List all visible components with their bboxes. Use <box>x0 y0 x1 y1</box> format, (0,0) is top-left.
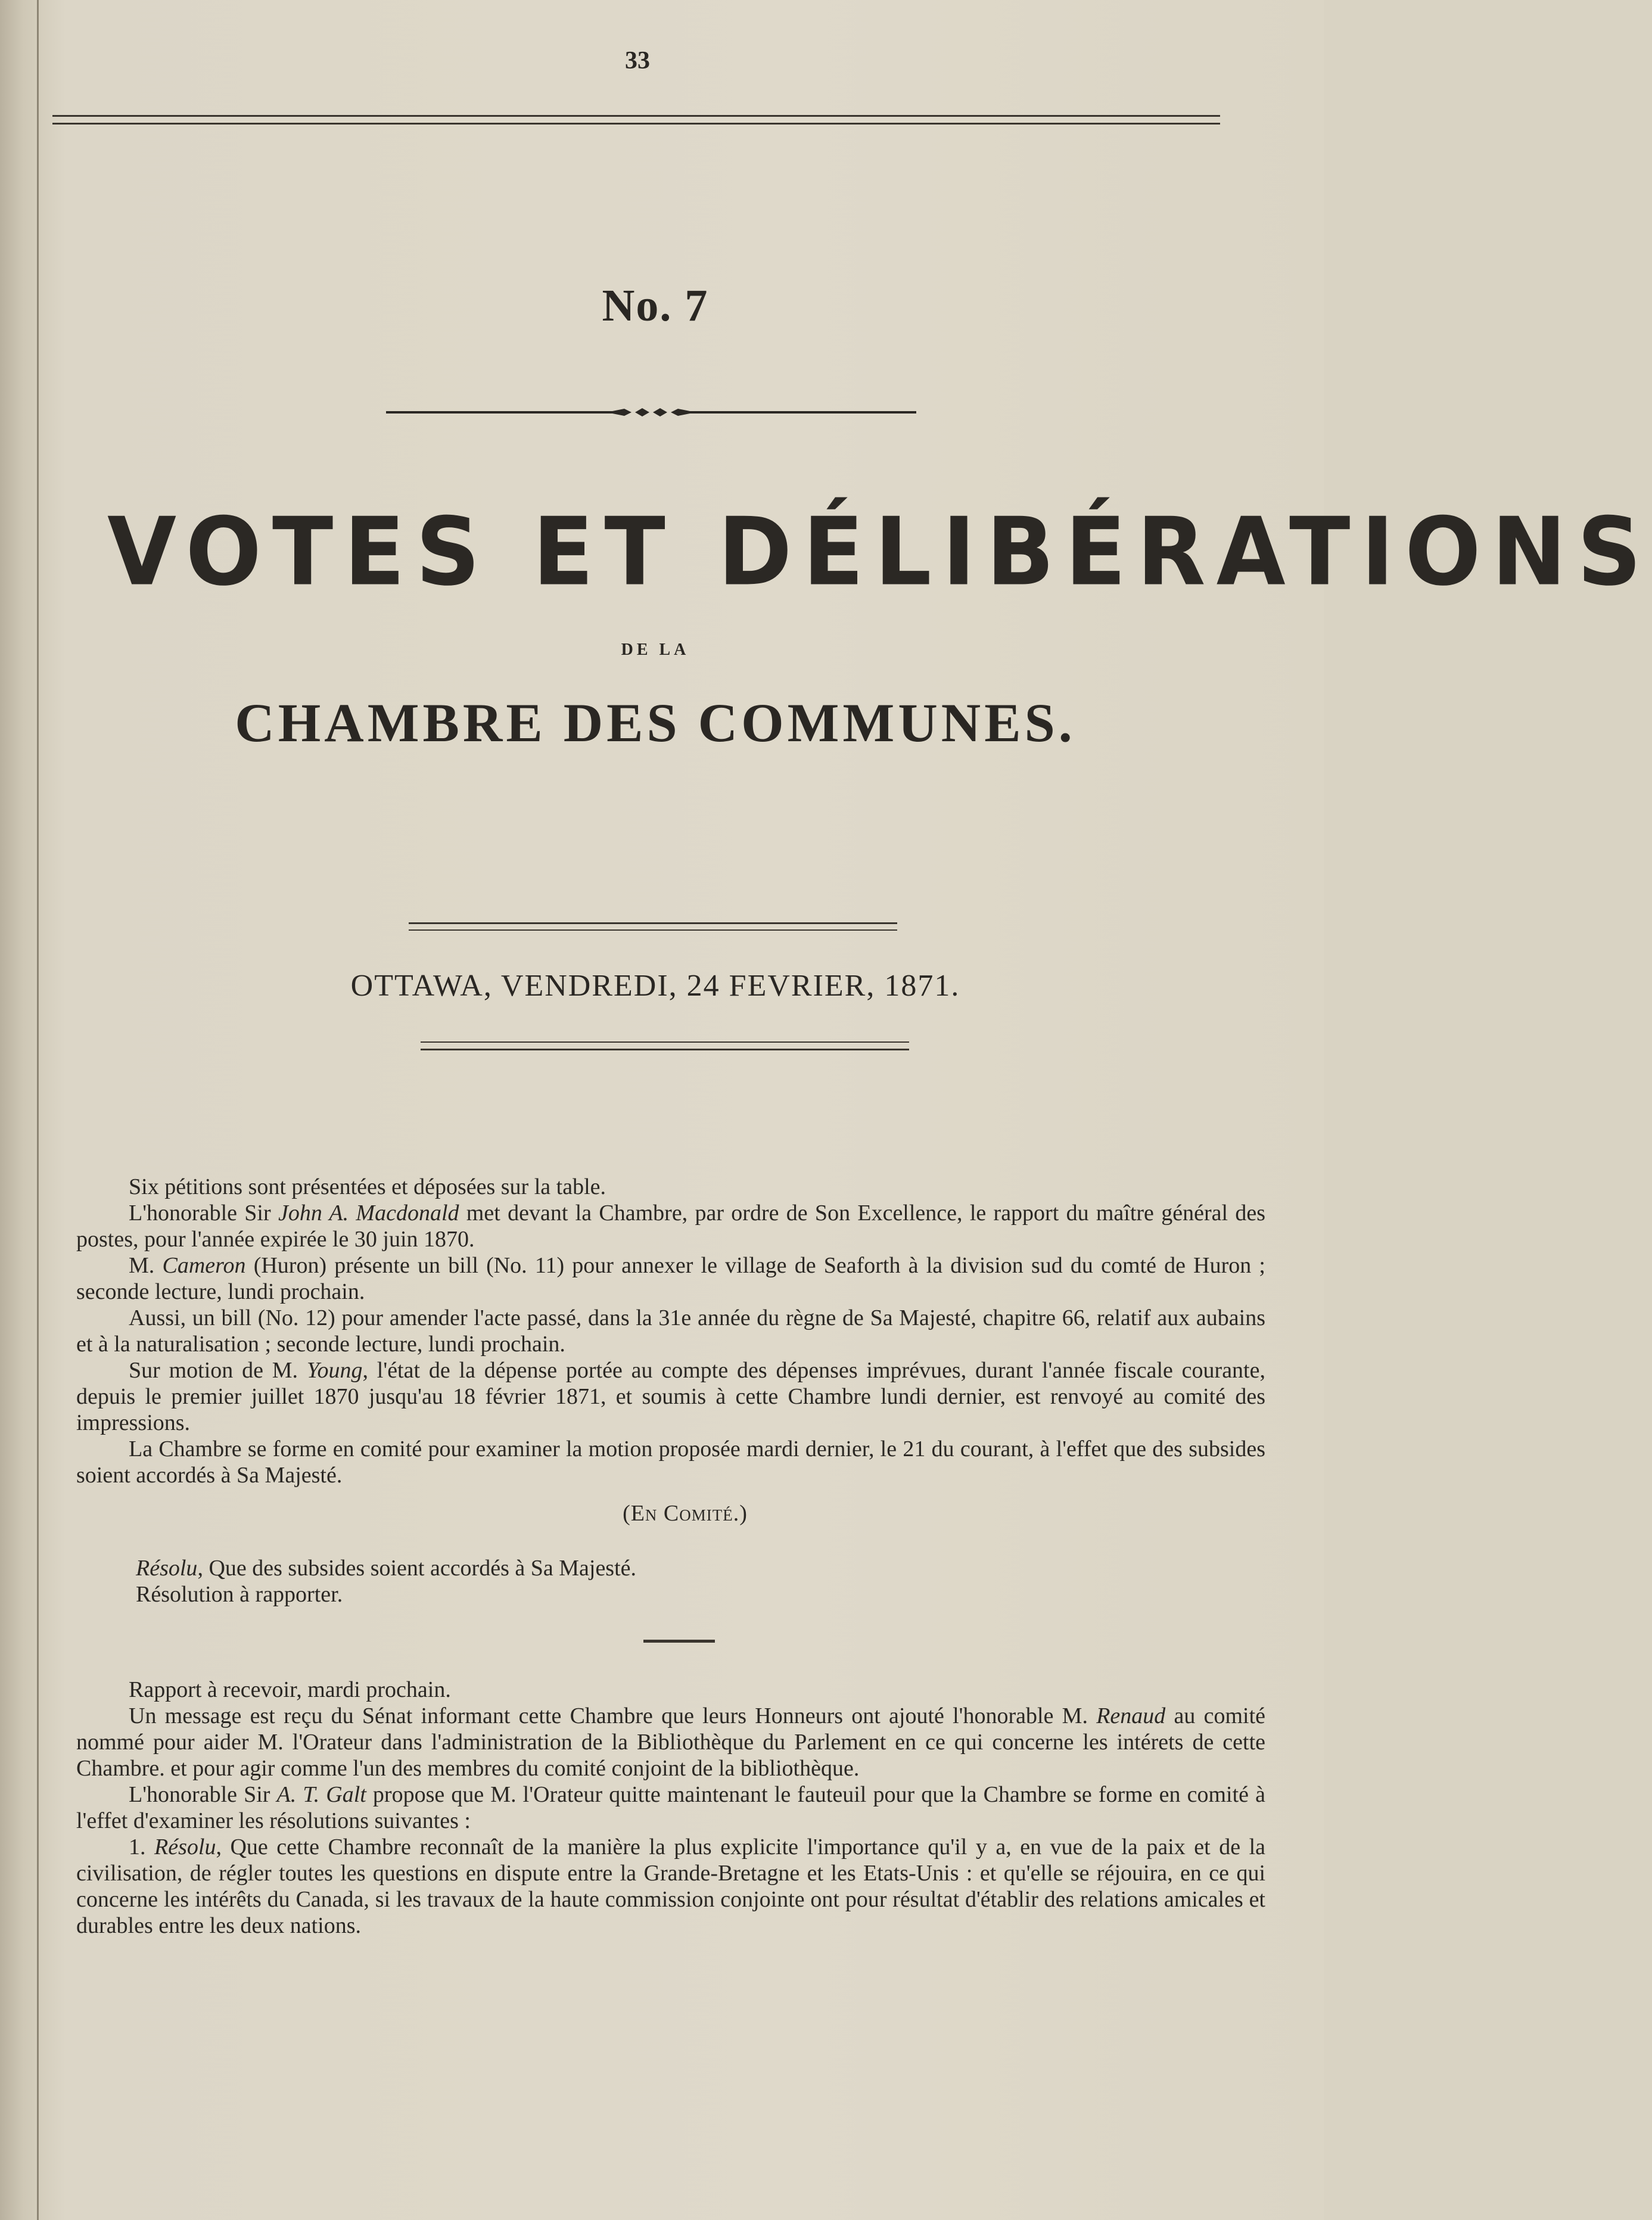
proceedings-text-continued <box>76 1677 1265 1939</box>
italic-name: Young <box>306 1358 363 1383</box>
paragraph <box>76 1555 1265 1581</box>
proceedings-text <box>76 1174 1265 1488</box>
italic-name: Résolu <box>136 1556 198 1581</box>
italic-name: Renaud <box>1096 1703 1166 1728</box>
document-number: No. 7 <box>602 281 709 331</box>
text-run: Un message est reçu du Sénat informant cette Chambre que leurs Honneurs ont ajouté l'honorable M. <box>129 1703 1097 1728</box>
date-rule-bottom-2 <box>421 1049 909 1050</box>
main-title: VOTES ET DÉLIBÉRATIONS <box>107 498 1652 607</box>
committee-heading: (En Comité.) <box>623 1501 748 1526</box>
paragraph <box>76 1677 1265 1703</box>
paragraph <box>76 1252 1265 1305</box>
page-number: 33 <box>625 47 650 74</box>
title-connector: DE LA <box>621 640 690 659</box>
italic-name: Cameron <box>162 1253 246 1278</box>
text-run: Sur motion de M. <box>129 1358 307 1383</box>
header-rule-top <box>52 115 1220 117</box>
text-run: La Chambre se forme en comité pour examiner la motion proposée mardi dernier, le 21 du courant, à l'effet que des subsides soient accordés à Sa Majesté. <box>76 1437 1265 1488</box>
text-run: , Que cette Chambre reconnaît de la manière la plus explicite l'importance qu'il y a, en vue de la paix et de la civilisation, de régler toutes les questions en dispute entre la Grande-Bretagne et les Etats-Unis : et qu'elle se réjouira, en ce qui concerne les intérêts du Canada, si les travaux de la haute commission conjointe ont pour résultat d'établir des relations amicales et durables entre les deux nations. <box>76 1835 1265 1938</box>
text-run: Six pétitions sont présentées et déposées sur la table. <box>129 1174 606 1199</box>
date-line: OTTAWA, VENDREDI, 24 FEVRIER, 1871. <box>350 969 960 1003</box>
chamber-title: CHAMBRE DES COMMUNES. <box>235 692 1076 753</box>
text-run: propose que M. l'Orateur quitte maintenant le fauteuil pour que la Chambre se forme en comité à l'effet d'examiner les résolutions suivantes : <box>76 1782 1265 1833</box>
text-run: 1. <box>129 1835 155 1860</box>
date-rule-bottom-1 <box>421 1041 909 1043</box>
paragraph <box>76 1357 1265 1436</box>
text-run: L'honorable Sir <box>129 1201 278 1226</box>
text-run: Aussi, un bill (No. 12) pour amender l'acte passé, dans la 31e année du règne de Sa Majesté, chapitre 66, relatif aux aubains et à la naturalisation ; seconde lecture, lundi prochain. <box>76 1305 1265 1357</box>
text-run: au comité nommé pour aider M. l'Orateur dans l'administration de la Bibliothèque du Parlement en ce qui concerne les intérets de cette Chambre. et pour agir comme l'un des membres du comité conjoint de la bibliothèque. <box>76 1703 1265 1781</box>
text-run: L'honorable Sir <box>129 1782 277 1807</box>
paragraph <box>76 1703 1265 1781</box>
paragraph <box>76 1200 1265 1252</box>
section-divider <box>643 1640 715 1643</box>
italic-name: Résolu <box>154 1835 216 1860</box>
text-run: (Huron) présente un bill (No. 11) pour annexer le village de Seaforth à la division sud du comté de Huron ; seconde lecture, lundi prochain. <box>76 1253 1265 1304</box>
italic-name: A. T. Galt <box>276 1782 366 1807</box>
text-run: Résolution à rapporter. <box>136 1582 343 1607</box>
paragraph <box>76 1436 1265 1488</box>
italic-name: John A. Macdonald <box>278 1201 459 1226</box>
ornamental-divider <box>386 406 916 418</box>
text-run: Rapport à recevoir, mardi prochain. <box>129 1677 451 1702</box>
text-run: met devant la Chambre, par ordre de Son Excellence, le rapport du maître général des postes, pour l'année expirée le 30 juin 1870. <box>76 1201 1265 1252</box>
text-run: , Que des subsides soient accordés à Sa Majesté. <box>197 1556 637 1581</box>
date-rule-top-2 <box>409 929 897 931</box>
paragraph <box>76 1781 1265 1834</box>
committee-resolution <box>76 1555 1265 1608</box>
text-run: , l'état de la dépense portée au compte des dépenses imprévues, durant l'année fiscale courante, depuis le premier juillet 1870 jusqu'au 18 février 1871, et soumis à cette Chambre lundi dernier, est renvoyé au comité des impressions. <box>76 1358 1265 1435</box>
paragraph <box>76 1174 1265 1200</box>
text-run: M. <box>129 1253 163 1278</box>
header-rule-bottom <box>52 123 1220 125</box>
paragraph <box>76 1834 1265 1939</box>
date-rule-top-1 <box>409 922 897 924</box>
paragraph <box>76 1581 1265 1608</box>
binding-edge <box>37 0 39 2220</box>
paragraph <box>76 1305 1265 1357</box>
